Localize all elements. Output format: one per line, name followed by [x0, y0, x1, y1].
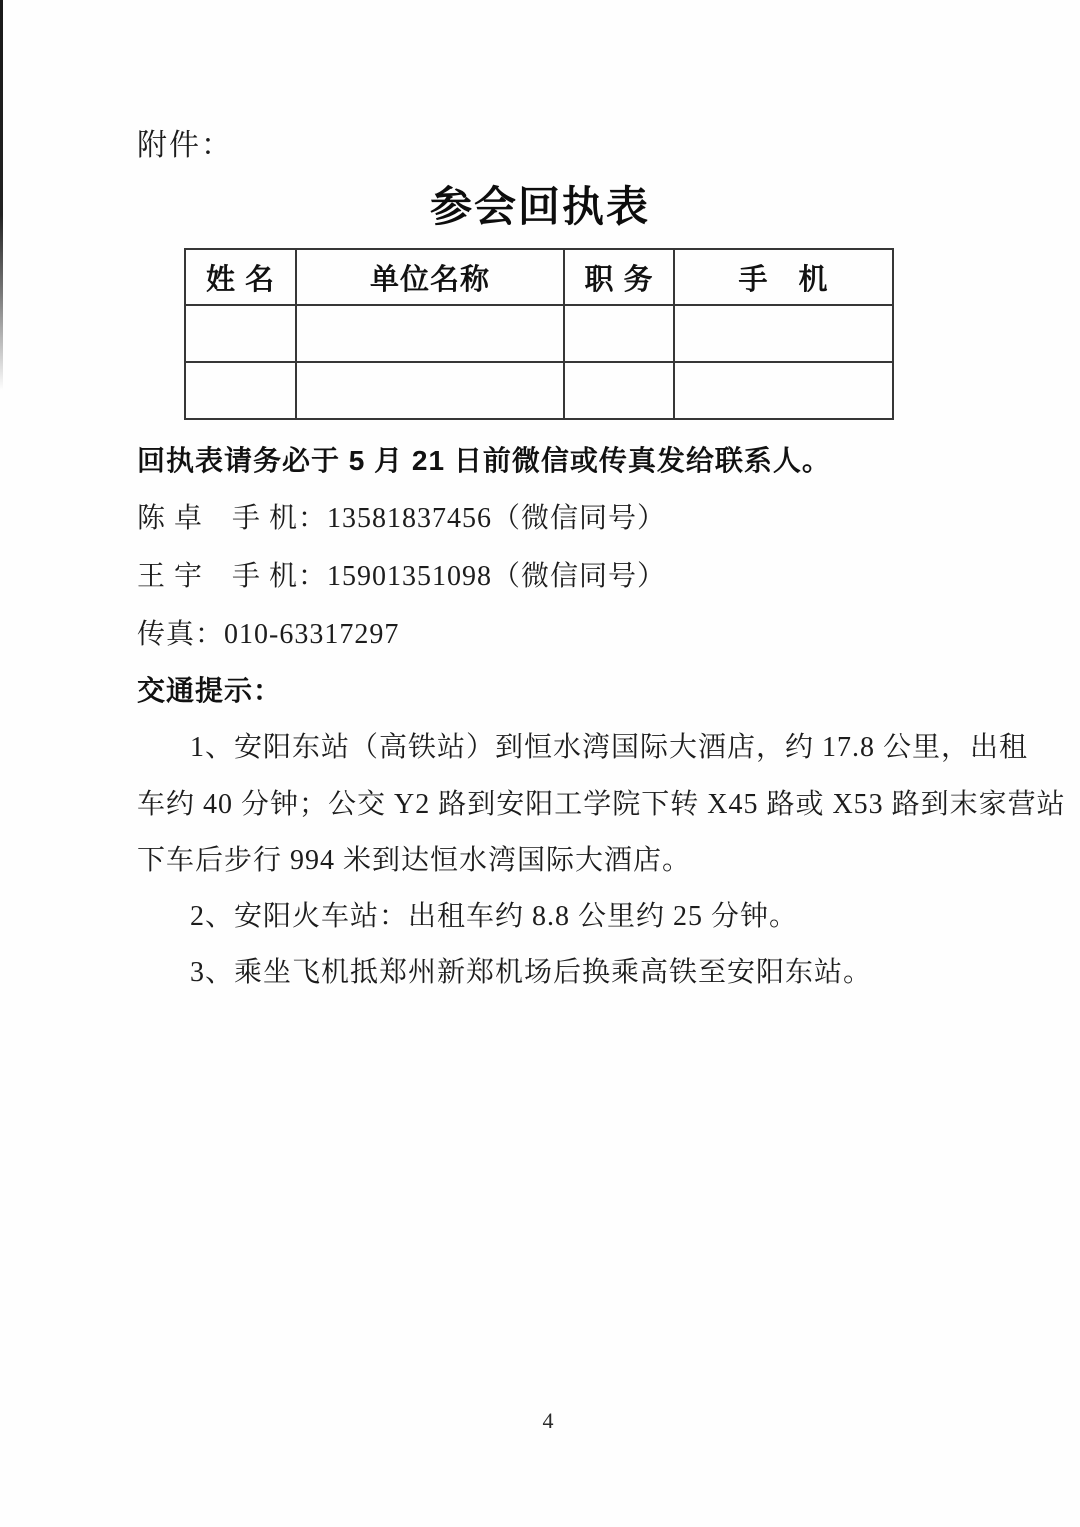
table-empty-cell	[185, 305, 296, 362]
table-empty-cell	[296, 362, 564, 419]
traffic-tips-heading: 交通提示：	[137, 675, 283, 706]
table-header-name: 姓 名	[185, 249, 296, 305]
traffic-item1-line3: 下车后步行 994 米到达恒水湾国际大酒店。	[137, 845, 692, 876]
table-header-row	[185, 249, 893, 305]
contact-line-wangyu: 王 宇 手 机：15901351098（微信同号）	[137, 561, 667, 592]
fax-line: 传真：010-63317297	[137, 619, 400, 650]
contact-line-chenzhuo: 陈 卓 手 机：13581837456（微信同号）	[137, 503, 667, 534]
traffic-item3: 3、乘坐飞机抵郑州新郑机场后换乘高铁至安阳东站。	[190, 957, 873, 988]
table-row	[185, 362, 893, 419]
traffic-item1-line2: 车约 40 分钟；公交 Y2 路到安阳工学院下转 X45 路或 X53 路到末家营站	[137, 789, 1066, 820]
page-number: 4	[542, 1408, 554, 1433]
traffic-item2: 2、安阳火车站：出租车约 8.8 公里约 25 分钟。	[190, 901, 799, 932]
traffic-item1-line1: 1、安阳东站（高铁站）到恒水湾国际大酒店，约 17.8 公里，出租	[190, 732, 1029, 763]
table-header-mobile: 手 机	[674, 249, 893, 305]
deadline-notice: 回执表请务必于 5 月 21 日前微信或传真发给联系人。	[137, 445, 831, 476]
page-title: 参会回执表	[429, 183, 650, 230]
attachment-label: 附件：	[137, 129, 233, 162]
reply-form-table	[184, 248, 894, 420]
table-empty-cell	[674, 305, 893, 362]
table-empty-cell	[564, 362, 674, 419]
table-empty-cell	[296, 305, 564, 362]
table-empty-cell	[185, 362, 296, 419]
table-header-unit: 单位名称	[296, 249, 564, 305]
table-empty-cell	[674, 362, 893, 419]
table-row	[185, 305, 893, 362]
table-empty-cell	[564, 305, 674, 362]
table-header-position: 职 务	[564, 249, 674, 305]
